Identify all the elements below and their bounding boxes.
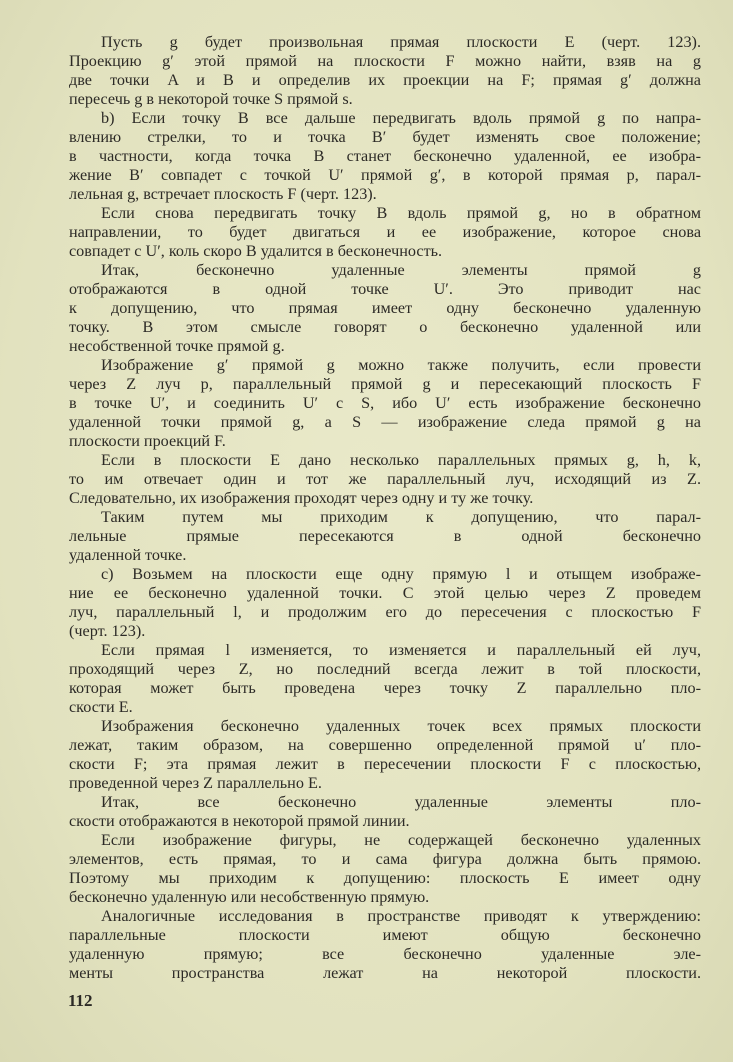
- text-line: в точке U′, и соединить U′ с S, ибо U′ есть изображение бесконечно: [69, 394, 701, 412]
- page-number: 112: [68, 991, 93, 1010]
- text-line: проведенной через Z параллельно E.: [69, 774, 322, 792]
- text-line: параллельные плоскости имеют общую бесконечно: [69, 926, 701, 944]
- text-line: Поэтому мы приходим к допущению: плоскость E имеет одну: [69, 869, 701, 887]
- text-line: луч, параллельный l, и продолжим его до пересечения с плоскостью F: [69, 603, 701, 621]
- text-line: пересечь g в некоторой точке S прямой s.: [69, 90, 353, 108]
- text-line: удаленной точки прямой g, а S — изображение следа прямой g на: [69, 413, 701, 431]
- text-line: лельные прямые пересекаются в одной бесконечно: [69, 527, 701, 545]
- paragraph: [69, 717, 701, 793]
- text-line: менты пространства лежат на некоторой плоскости.: [69, 964, 701, 982]
- text-line: скости отображаются в некоторой прямой линии.: [69, 812, 410, 830]
- text-line: Следовательно, их изображения проходят через одну и ту же точку.: [69, 489, 534, 507]
- paragraph: [69, 356, 701, 451]
- text-line: проходящий через Z, но последний всегда лежит в той плоскости,: [69, 660, 701, 678]
- text-line: жение B′ совпадет с точкой U′ прямой g′, в которой прямая p, парал-: [69, 166, 701, 184]
- text-line: Изображения бесконечно удаленных точек всех прямых плоскости: [101, 717, 701, 735]
- text-line: лельная g, встречает плоскость F (черт. 123).: [69, 185, 377, 203]
- text-line: влению стрелки, то и точка B′ будет изменять свое положение;: [69, 128, 701, 146]
- text-line: элементов, есть прямая, то и сама фигура должна быть прямою.: [69, 850, 701, 868]
- text-line: Проекцию g′ этой прямой на плоскости F можно найти, взяв на g: [69, 52, 701, 70]
- paragraph: [69, 907, 701, 983]
- text-line: несобственной точке прямой g.: [69, 337, 285, 355]
- text-line: b) Если точку B все дальше передвигать вдоль прямой g по напра-: [101, 109, 701, 127]
- text-line: совпадет с U′, коль скоро B удалится в бесконечность.: [69, 242, 443, 260]
- text-line: скости E.: [69, 698, 133, 716]
- paragraph: [69, 793, 701, 831]
- text-line: через Z луч p, параллельный прямой g и пересекающий плоскость F: [69, 375, 701, 393]
- paragraph: [69, 204, 701, 261]
- text-line: c) Возьмем на плоскости еще одну прямую l и отыщем изображе-: [101, 565, 701, 583]
- text-line: Аналогичные исследования в пространстве приводят к утверждению:: [101, 907, 701, 925]
- paragraph: [69, 508, 701, 565]
- text-line: к допущению, что прямая имеет одну бесконечно удаленную: [69, 299, 701, 317]
- text-line: Если изображение фигуры, не содержащей бесконечно удаленных: [101, 831, 701, 849]
- paragraph: [69, 641, 701, 717]
- text-line: отображаются в одной точке U′. Это приводит нас: [69, 280, 701, 298]
- text-line: в частности, когда точка B станет бесконечно удаленной, ее изобра-: [69, 147, 701, 165]
- paragraph: [69, 109, 701, 204]
- text-line: направлении, то будет двигаться и ее изображение, которое снова: [69, 223, 701, 241]
- text-line: Если в плоскости E дано несколько параллельных прямых g, h, k,: [101, 451, 701, 469]
- paragraph: [69, 33, 701, 109]
- paragraph: [69, 565, 701, 641]
- text-line: Таким путем мы приходим к допущению, что парал-: [101, 508, 701, 526]
- page-body-text: [69, 33, 701, 983]
- text-line: точку. В этом смысле говорят о бесконечно удаленной или: [69, 318, 701, 336]
- paragraph: [69, 261, 701, 356]
- text-line: Если снова передвигать точку B вдоль прямой g, но в обратном: [101, 204, 701, 222]
- text-line: Итак, все бесконечно удаленные элементы пло-: [101, 793, 701, 811]
- text-line: Пусть g будет произвольная прямая плоскости E (черт. 123).: [101, 33, 701, 51]
- text-line: удаленную прямую; все бесконечно удаленные эле-: [69, 945, 701, 963]
- text-line: Изображение g′ прямой g можно также получить, если провести: [101, 356, 701, 374]
- text-line: Итак, бесконечно удаленные элементы прямой g: [101, 261, 701, 279]
- text-line: удаленной точке.: [69, 546, 187, 564]
- text-line: бесконечно удаленную или несобственную прямую.: [69, 888, 430, 906]
- paragraph: [69, 831, 701, 907]
- text-line: скости F; эта прямая лежит в пересечении плоскости F с плоскостью,: [69, 755, 701, 773]
- text-line: то им отвечает один и тот же параллельный луч, исходящий из Z.: [69, 470, 701, 488]
- text-line: лежат, таким образом, на совершенно определенной прямой u′ пло-: [69, 736, 701, 754]
- paragraph: [69, 451, 701, 508]
- text-line: две точки A и B и определив их проекции на F; прямая g′ должна: [69, 71, 701, 89]
- text-line: которая может быть проведена через точку Z параллельно пло-: [69, 679, 701, 697]
- text-line: Если прямая l изменяется, то изменяется и параллельный ей луч,: [101, 641, 701, 659]
- text-line: плоскости проекций F.: [69, 432, 226, 450]
- text-line: (черт. 123).: [69, 622, 146, 640]
- text-line: ние ее бесконечно удаленной точки. С этой целью через Z проведем: [69, 584, 701, 602]
